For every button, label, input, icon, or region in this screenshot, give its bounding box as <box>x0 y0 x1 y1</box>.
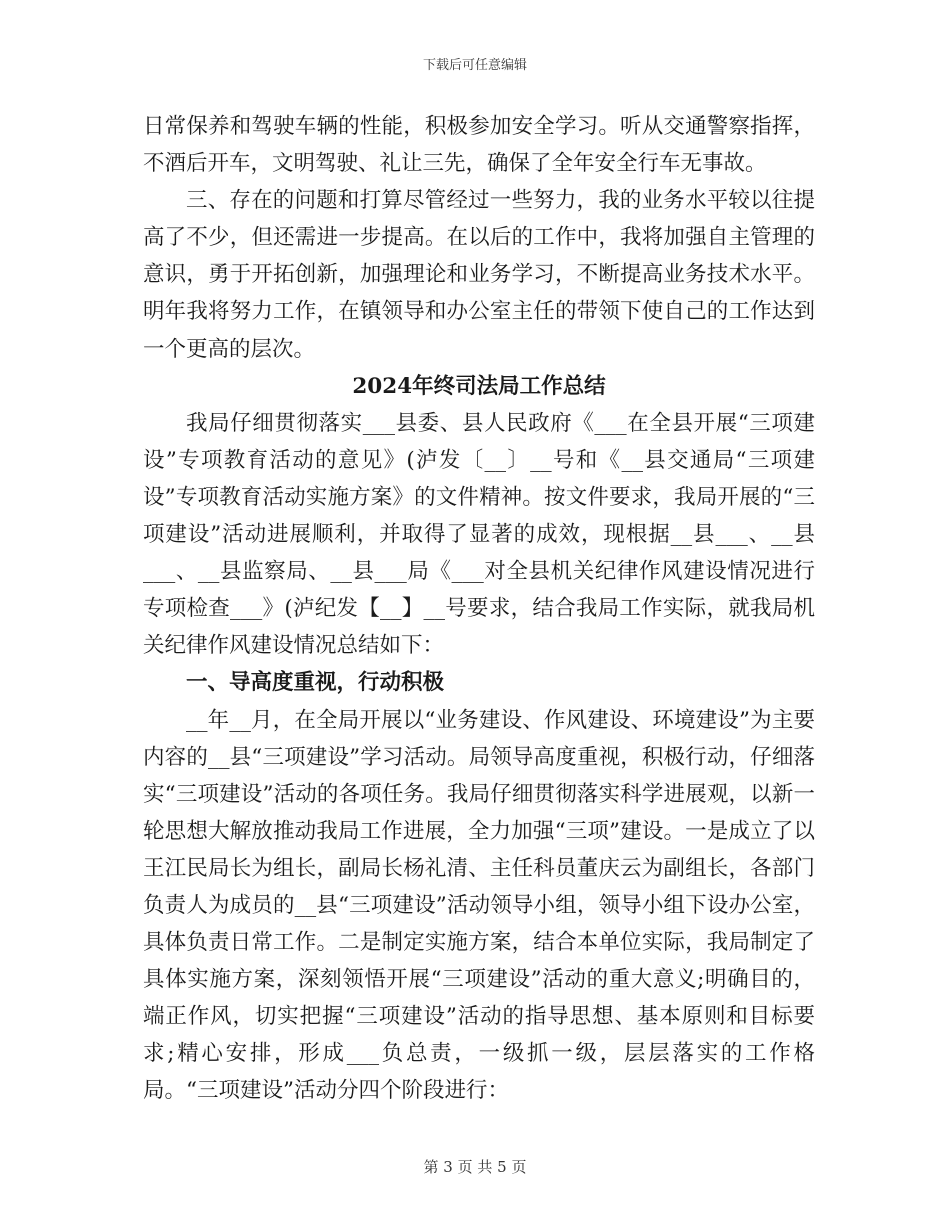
paragraph-section-1: __年__月，在全局开展以“业务建设、作风建设、环境建设”为主要内容的__县“三项建设”学习活动。局领导高度重视，积极行动，仔细落实“三项建设”活动的各项任务。我局仔细贯彻落实科学进展观，以新一轮思想大解放推动我局工作进展，全力加强“三项”建设。一是成立了以王江民局长为组长，副局长杨礼清、主任科员董庆云为副组长，各部门负责人为成员的__县“三项建设”活动领导小组，领导小组下设办公室，具体负责日常工作。二是制定实施方案，结合本单位实际，我局制定了具体实施方案，深刻领悟开展“三项建设”活动的重大意义;明确目的，端正作风，切实把握“三项建设”活动的指导思想、基本原则和目标要求;精心安排，形成___负总责，一级抓一级，层层落实的工作格局。“三项建设”活动分四个阶段进行： <box>143 707 815 1104</box>
paragraph-intro: 我局仔细贯彻落实___县委、县人民政府《___在全县开展“三项建设”专项教育活动的意见》(泸发〔__〕__号和《__县交通局“三项建设”专项教育活动实施方案》的文件精神。按文件要求，我局开展的“三项建设”活动进展顺利，并取得了显著的成效，现根据__县___、__县___、__县监察局、__县___局《___对全县机关纪律作风建设情况进行专项检查___》(泸纪发【__】__号要求，结合我局工作实际，就我局机关纪律作风建设情况总结如下： <box>143 410 815 659</box>
section-heading-1: 一、导高度重视，行动积极 <box>186 670 445 696</box>
page-header: 下载后可任意编辑 <box>422 58 527 73</box>
paragraph-problems-plans: 三、存在的问题和打算尽管经过一些努力，我的业务水平较以往提高了不少，但还需进一步提高。在以后的工作中，我将加强自主管理的意识，勇于开拓创新，加强理论和业务学习，不断提高业务技术水平。明年我将努力工作，在镇领导和办公室主任的带领下使自己的工作达到一个更高的层次。 <box>143 188 815 362</box>
paragraph-safety: 日常保养和驾驶车辆的性能，积极参加安全学习。听从交通警察指挥，不酒后开车，文明驾驶、礼让三先，确保了全年安全行车无事故。 <box>143 114 815 177</box>
document-body <box>143 108 815 1110</box>
page-footer: 第 3 页 共 5 页 <box>423 1158 527 1176</box>
document-title: 2024年终司法局工作总结 <box>352 373 606 399</box>
